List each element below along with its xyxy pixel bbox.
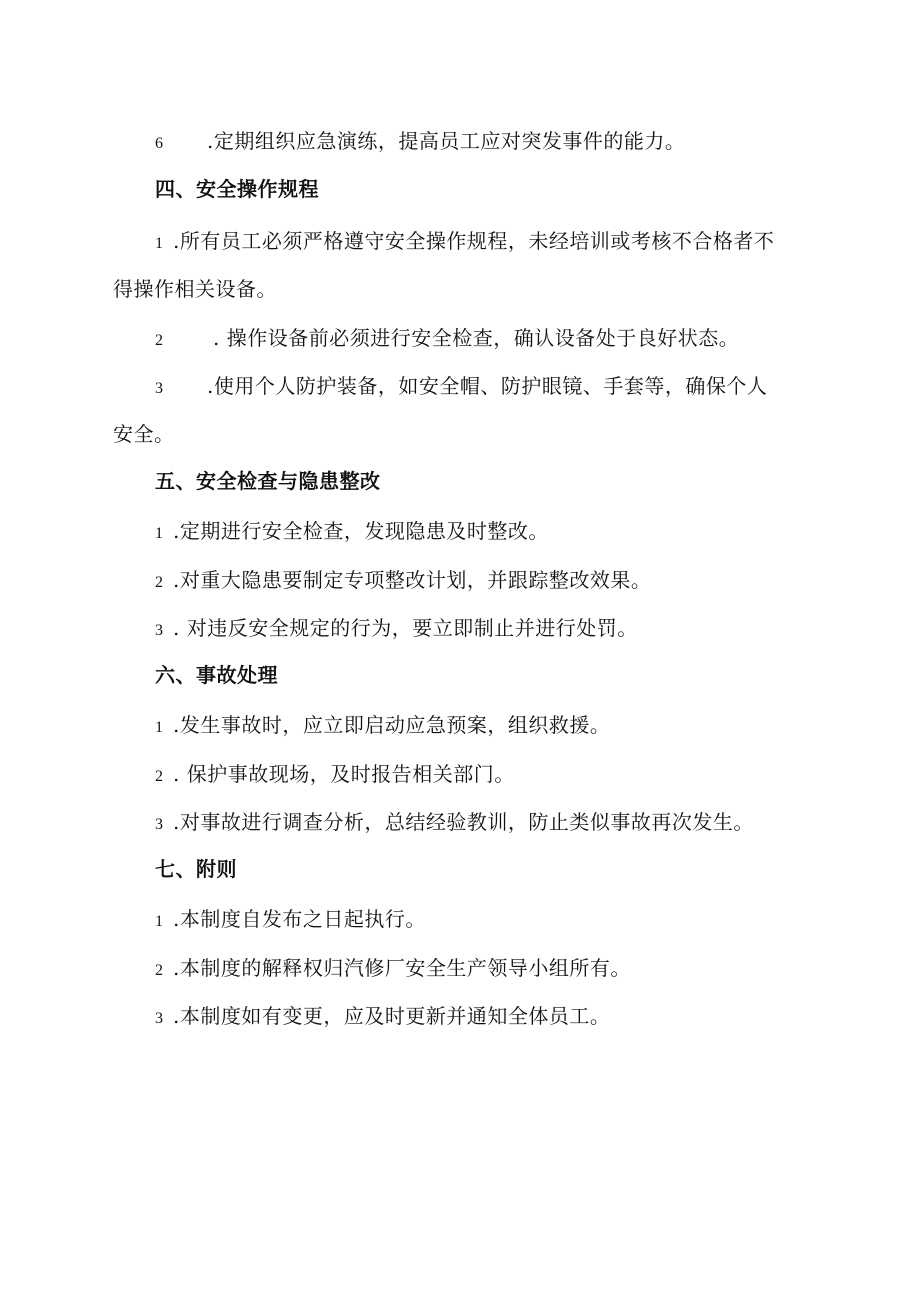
item-number: 2 <box>155 332 164 349</box>
item-6-line <box>155 128 685 157</box>
item-text: .发生事故时，应立即启动应急预案，组织救援。 <box>173 713 611 737</box>
item-line <box>155 228 774 257</box>
item-number: 3 <box>155 622 164 639</box>
section-heading-4: 四、安全操作规程 <box>155 177 319 201</box>
item-number: 3 <box>155 816 164 833</box>
item-number: 2 <box>155 768 164 785</box>
item-line <box>155 712 610 741</box>
item-text: .本制度如有变更，应及时更新并通知全体员工。 <box>173 1004 611 1028</box>
item-number: 2 <box>155 574 164 591</box>
item-text: .本制度自发布之日起执行。 <box>173 907 426 931</box>
item-line <box>155 761 515 790</box>
item-continuation: 安全。 <box>113 422 175 446</box>
item-line <box>155 615 638 644</box>
item-number: 1 <box>155 913 164 930</box>
item-text: .使用个人防护装备，如安全帽、防护眼镜、手套等，确保个人 <box>207 374 768 398</box>
item-line <box>155 325 739 354</box>
item-text: . 对违反安全规定的行为，要立即制止并进行处罚。 <box>173 616 638 640</box>
item-line <box>155 906 426 935</box>
item-line <box>155 518 549 547</box>
item-number: 3 <box>155 380 164 397</box>
item-number: 1 <box>155 719 164 736</box>
item-line <box>155 567 651 596</box>
item-line <box>155 809 754 838</box>
item-text: .对重大隐患要制定专项整改计划，并跟踪整改效果。 <box>173 568 652 592</box>
item-text: .本制度的解释权归汽修厂安全生产领导小组所有。 <box>173 956 631 980</box>
item-number: 2 <box>155 962 164 979</box>
item-text: .所有员工必须严格遵守安全操作规程，未经培训或考核不合格者不 <box>173 229 775 253</box>
item-line <box>155 1003 610 1032</box>
item-continuation: 得操作相关设备。 <box>113 277 277 301</box>
section-heading-7: 七、附则 <box>155 857 237 881</box>
section-heading-5: 五、安全检查与隐患整改 <box>155 469 381 493</box>
section-heading-6: 六、事故处理 <box>155 663 278 687</box>
item-number: 1 <box>155 235 164 252</box>
item-text: . 保护事故现场，及时报告相关部门。 <box>173 762 515 786</box>
item-line <box>155 955 631 984</box>
item-number: 1 <box>155 525 164 542</box>
item-number: 6 <box>155 135 164 152</box>
item-text: .定期进行安全检查，发现隐患及时整改。 <box>173 519 549 543</box>
item-text: . 操作设备前必须进行安全检查，确认设备处于良好状态。 <box>213 326 740 350</box>
item-line <box>155 373 767 402</box>
item-text: .定期组织应急演练，提高员工应对突发事件的能力。 <box>207 129 686 153</box>
item-number: 3 <box>155 1010 164 1027</box>
item-text: .对事故进行调查分析，总结经验教训，防止类似事故再次发生。 <box>173 810 754 834</box>
